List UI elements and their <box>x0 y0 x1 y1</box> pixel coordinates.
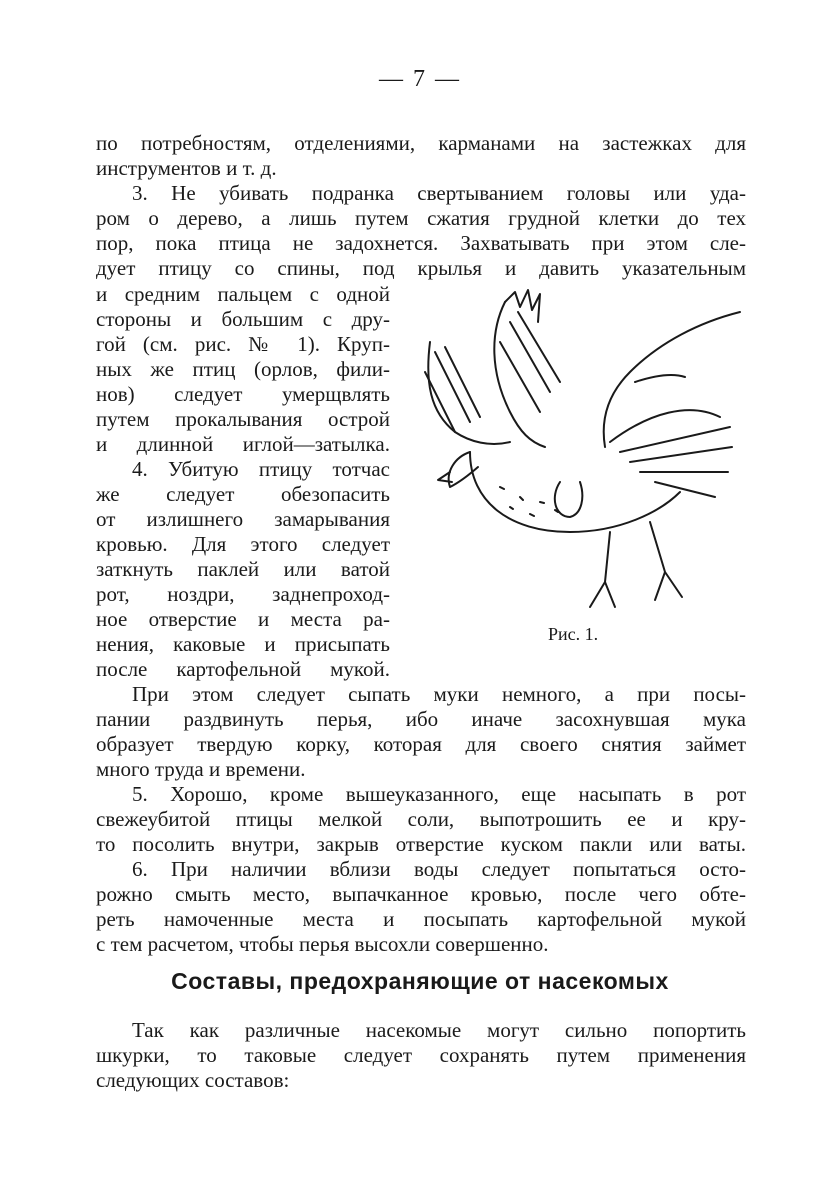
text-line: то посолить внутри, закрыв отверстие куском пакли или ваты. <box>96 832 746 856</box>
text-line: 4. Убитую птицу тотчас <box>132 457 390 481</box>
breast-speckles <box>500 487 558 516</box>
text-line: реть намоченные места и посыпать картофельной мукой <box>96 907 746 931</box>
text-line: ром о дерево, а лишь путем сжатия грудной клетки до тех <box>96 206 746 230</box>
left-wing-lines <box>425 347 480 432</box>
wing-feather-lines <box>500 312 560 412</box>
text-line: ных же птиц (орлов, фили- <box>96 357 390 381</box>
wing-feathers <box>505 290 540 322</box>
text-line: следующих составов: <box>96 1068 290 1092</box>
text-line: стороны и большим с дру- <box>96 307 390 331</box>
figure-caption: Рис. 1. <box>548 624 599 644</box>
text-line: дует птицу со спины, под крылья и давить указательным <box>96 256 746 280</box>
bird-body <box>470 452 680 532</box>
text-line: рожно смыть место, выпачканное кровью, после чего обте- <box>96 882 746 906</box>
text-line: же следует обезопасить <box>96 482 390 506</box>
bird-head <box>449 452 478 487</box>
text-line: образует твердую корку, которая для своего снятия займет <box>96 732 746 756</box>
text-line: ное отверстие и места ра- <box>96 607 390 631</box>
text-line: много труда и времени. <box>96 757 306 781</box>
text-line: от излишнего замарывания <box>96 507 390 531</box>
text-line: 6. При наличии вблизи воды следует попытаться осто- <box>132 857 746 881</box>
leg-right <box>650 522 682 600</box>
text-line: гой (см. рис. № 1). Круп- <box>96 332 390 356</box>
page-number: — 7 — <box>379 66 461 92</box>
text-line: с тем расчетом, чтобы перья высохли совершенно. <box>96 932 549 956</box>
bird-illustration <box>410 282 750 622</box>
text-line: рот, ноздри, заднепроход- <box>96 582 390 606</box>
text-line: пании раздвинуть перья, ибо иначе засохнувшая мука <box>96 707 746 731</box>
text-line: после картофельной мукой. <box>96 657 390 681</box>
text-line: 3. Не убивать подранка свертыванием головы или уда- <box>132 181 746 205</box>
text-line: кровью. Для этого следует <box>96 532 390 556</box>
text-line: При этом следует сыпать муки немного, а при посы- <box>132 682 746 706</box>
left-wing <box>428 342 510 444</box>
text-line: и длинной иглой—затылка. <box>96 432 390 456</box>
text-line: нения, каковые и присыпать <box>96 632 390 656</box>
right-wing-feathers <box>620 427 732 497</box>
text-line: путем прокалывания острой <box>96 407 390 431</box>
text-line: Так как различные насекомые могут сильно попортить <box>132 1018 746 1042</box>
section-heading: Составы, предохраняющие от насекомых <box>171 968 669 994</box>
right-wing <box>610 410 720 442</box>
hand-line <box>635 375 685 382</box>
text-line: пор, пока птица не задохнется. Захватывать при этом сле- <box>96 231 746 255</box>
text-line: свежеубитой птицы мелкой соли, выпотрошить ее и кру- <box>96 807 746 831</box>
text-line: нов) следует умерщвлять <box>96 382 390 406</box>
text-line: по потребностям, отделениями, карманами на застежках для <box>96 131 746 155</box>
arm-outline <box>604 312 740 447</box>
text-line: 5. Хорошо, кроме вышеуказанного, еще насыпать в рот <box>132 782 746 806</box>
leg-left <box>590 532 615 607</box>
text-line: и средним пальцем с одной <box>96 282 390 306</box>
text-line: инструментов и т. д. <box>96 156 277 180</box>
text-line: заткнуть паклей или ватой <box>96 557 390 581</box>
text-line: шкурки, то таковые следует сохранять путем применения <box>96 1043 746 1067</box>
